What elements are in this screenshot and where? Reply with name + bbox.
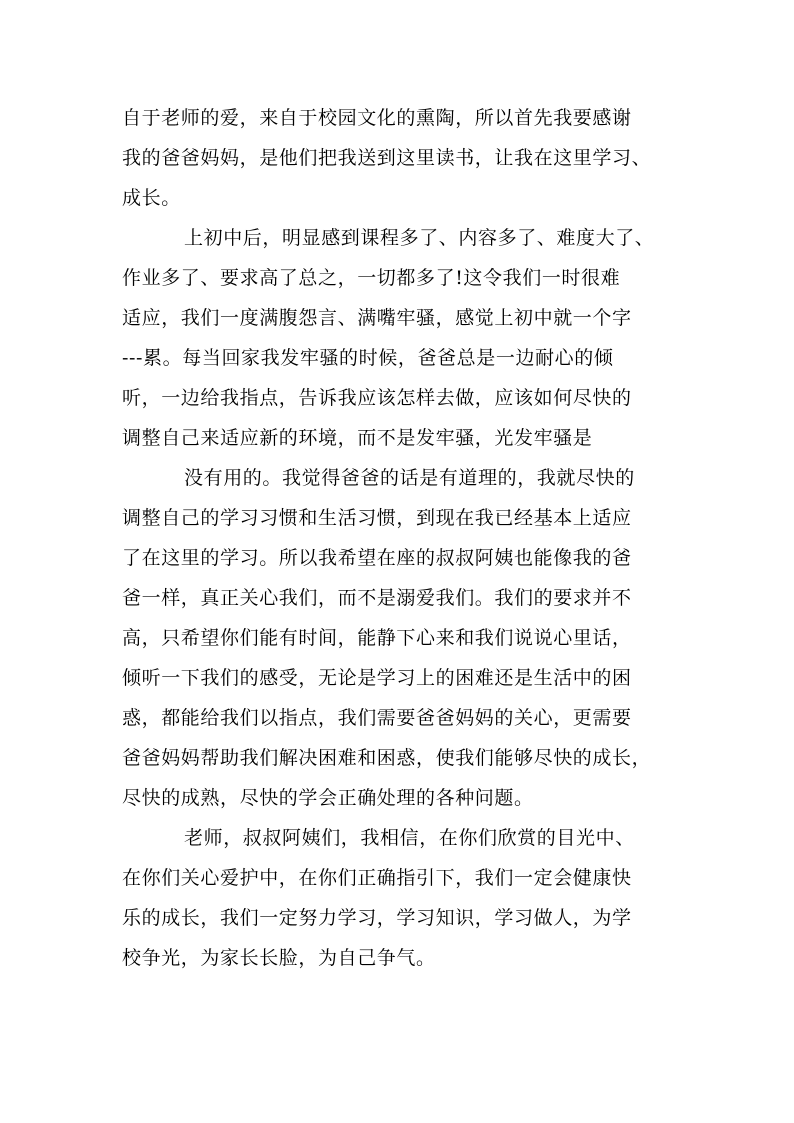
text-line: 尽快的成熟，尽快的学会正确处理的各种问题。 [122, 787, 534, 809]
text-line: 倾听一下我们的感受，无论是学习上的困难还是生活中的困 [122, 667, 632, 689]
text-line: 听，一边给我指点，告诉我应该怎样去做，应该如何尽快的 [122, 387, 632, 409]
text-line: 校争光，为家长长脸，为自己争气。 [122, 947, 436, 969]
paragraph-first-line: 没有用的。我觉得爸爸的话是有道理的，我就尽快的 [184, 467, 635, 489]
text-line: 了在这里的学习。所以我希望在座的叔叔阿姨也能像我的爸 [122, 547, 632, 569]
text-line: 调整自己的学习习惯和生活习惯，到现在我已经基本上适应 [122, 507, 632, 529]
text-line: 作业多了、要求高了总之，一切都多了!这令我们一时很难 [122, 267, 621, 289]
text-line: 调整自己来适应新的环境，而不是发牢骚，光发牢骚是 [122, 427, 593, 449]
paragraph-first-line: 老师，叔叔阿姨们，我相信，在你们欣赏的目光中、 [184, 827, 635, 849]
text-line: 爸一样，真正关心我们，而不是溺爱我们。我们的要求并不 [122, 587, 632, 609]
text-line: 适应，我们一度满腹怨言、满嘴牢骚，感觉上初中就一个字 [122, 307, 632, 329]
text-line: 成长。 [122, 187, 181, 209]
text-line: 自于老师的爱，来自于校园文化的熏陶，所以首先我要感谢 [122, 107, 632, 129]
text-line: 惑，都能给我们以指点，我们需要爸爸妈妈的关心，更需要 [122, 707, 632, 729]
text-line: 我的爸爸妈妈，是他们把我送到这里读书，让我在这里学习、 [122, 147, 652, 169]
text-line: 高，只希望你们能有时间，能静下心来和我们说说心里话， [122, 627, 632, 649]
text-line: ---累。每当回家我发牢骚的时候，爸爸总是一边耐心的倾 [122, 347, 614, 369]
paragraph-first-line: 上初中后，明显感到课程多了、内容多了、难度大了、 [184, 227, 655, 249]
text-line: 乐的成长，我们一定努力学习，学习知识，学习做人，为学 [122, 907, 632, 929]
text-line: 爸爸妈妈帮助我们解决困难和困惑，使我们能够尽快的成长， [122, 747, 652, 769]
text-line: 在你们关心爱护中，在你们正确指引下，我们一定会健康快 [122, 867, 632, 889]
body-text [122, 98, 682, 978]
